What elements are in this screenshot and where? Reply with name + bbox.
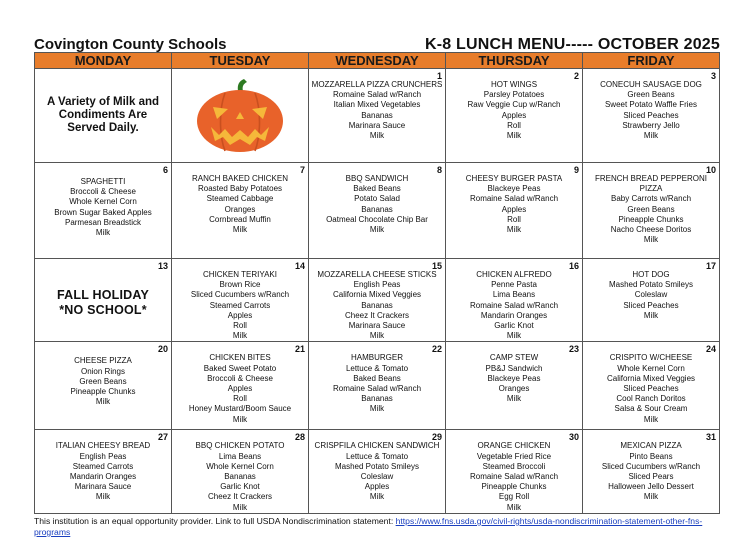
menu-item: Blackeye Peas: [487, 373, 541, 383]
day-cell: [309, 430, 446, 514]
footer-statement: [34, 516, 724, 538]
menu-item: Garlic Knot: [494, 321, 534, 331]
menu-items: [309, 259, 445, 341]
menu-item: ITALIAN CHEESY BREAD: [55, 441, 151, 451]
day-cell: [309, 342, 446, 430]
menu-item: Romaine Salad w/Ranch: [469, 194, 559, 204]
menu-item: Baked Sweet Potato: [203, 363, 277, 373]
menu-item: Pineapple Chunks: [481, 482, 547, 492]
day-cell: [446, 69, 583, 163]
day-number: 23: [568, 344, 579, 355]
day-cell: [309, 163, 446, 259]
weekday-thursday: THURSDAY: [446, 53, 583, 69]
menu-item: Steamed Cabbage: [206, 194, 274, 204]
menu-item: Blackeye Peas: [487, 184, 541, 194]
day-number: 10: [705, 165, 716, 175]
day-cell: [172, 259, 309, 342]
menu-item: Milk: [232, 225, 248, 235]
menu-title: K-8 LUNCH MENU----- OCTOBER 2025: [424, 36, 720, 53]
menu-item: Roll: [507, 120, 521, 130]
menu-items: [309, 163, 445, 235]
school-name: Covington County Schools: [34, 36, 227, 53]
menu-item: Sweet Potato Waffle Fries: [604, 100, 698, 110]
menu-item: Milk: [506, 225, 522, 235]
no-school-label: *NO SCHOOL*: [59, 303, 147, 317]
menu-item: Cornbread Muffin: [209, 214, 271, 224]
menu-items: [446, 69, 582, 141]
menu-item: Sliced Peaches: [623, 110, 679, 120]
menu-items: [172, 163, 308, 235]
menu-item: Green Beans: [79, 376, 127, 386]
day-number: 17: [705, 261, 716, 271]
weekday-wednesday: WEDNESDAY: [309, 53, 446, 69]
day-cell: [583, 342, 720, 430]
day-number: 29: [431, 432, 442, 443]
holiday-notice: [35, 259, 171, 318]
menu-item: HOT DOG: [632, 270, 670, 279]
menu-item: Milk: [232, 331, 248, 341]
menu-item: Milk: [95, 397, 111, 407]
menu-item: Lima Beans: [218, 451, 262, 461]
menu-item: Lettuce & Tomato: [345, 363, 409, 373]
menu-item: Raw Veggie Cup w/Ranch: [467, 100, 561, 110]
weekday-tuesday: TUESDAY: [172, 53, 309, 69]
menu-item: Oatmeal Chocolate Chip Bar: [326, 214, 428, 224]
jack-o-lantern-icon: [195, 79, 285, 153]
menu-items: [583, 163, 719, 245]
day-number: 6: [162, 165, 168, 175]
menu-item: Broccoli & Cheese: [70, 187, 136, 197]
menu-item: Baked Beans: [353, 373, 401, 383]
menu-item: Apples: [227, 310, 253, 320]
menu-items: [172, 430, 308, 512]
day-number: 1: [436, 71, 442, 81]
menu-item: Milk: [369, 492, 385, 502]
day-cell: [583, 163, 720, 259]
menu-item: Bananas: [361, 110, 393, 120]
day-cell: [446, 163, 583, 259]
menu-item: CRISPITO W/CHEESE: [609, 353, 693, 363]
menu-item: Milk: [369, 131, 385, 141]
day-number: 31: [705, 432, 716, 443]
menu-item: Bananas: [361, 300, 393, 310]
menu-item: Pinto Beans: [629, 451, 673, 461]
menu-item: California Mixed Veggies: [606, 373, 696, 383]
menu-item: Parsley Potatoes: [483, 90, 545, 100]
day-number: 16: [568, 261, 579, 271]
weekday-friday: FRIDAY: [583, 53, 720, 69]
menu-item: Sliced Cucumbers w/Ranch: [601, 461, 701, 471]
menu-items: [35, 430, 171, 502]
menu-item: Milk: [643, 310, 659, 320]
menu-item: Mandarin Oranges: [69, 472, 137, 482]
day-number: 28: [294, 432, 305, 443]
week-row-4: [35, 342, 720, 430]
menu-item: HAMBURGER: [350, 353, 403, 363]
menu-item: Apples: [501, 204, 527, 214]
week-row-5: [35, 430, 720, 514]
menu-item: Sliced Pears: [628, 472, 674, 482]
menu-item: Mashed Potato Smileys: [334, 461, 420, 471]
day-number: 3: [710, 71, 716, 81]
daily-note-cell: [35, 69, 172, 163]
menu-items: [583, 259, 719, 321]
menu-item: Roasted Baby Potatoes: [197, 184, 283, 194]
menu-item: Oranges: [224, 204, 256, 214]
menu-item: Milk: [643, 235, 659, 245]
menu-items: [446, 259, 582, 341]
day-number: 24: [705, 344, 716, 355]
menu-items: [35, 342, 171, 407]
day-number: 30: [568, 432, 579, 443]
menu-items: [583, 69, 719, 141]
menu-item: CONECUH SAUSAGE DOG: [600, 80, 702, 89]
menu-item: Mashed Potato Smileys: [608, 280, 694, 290]
menu-item: Green Beans: [627, 90, 675, 100]
menu-item: Baby Carrots w/Ranch: [610, 194, 692, 204]
menu-items: [583, 342, 719, 424]
menu-item: ORANGE CHICKEN: [477, 441, 551, 451]
menu-item: CAMP STEW: [489, 353, 539, 363]
day-number: 13: [157, 261, 168, 271]
menu-item: Sliced Peaches: [623, 300, 679, 310]
menu-item: Salsa & Sour Cream: [614, 404, 688, 414]
menu-item: Bananas: [361, 394, 393, 404]
menu-item: Vegetable Fried Rice: [476, 451, 552, 461]
menu-item: Oranges: [498, 384, 530, 394]
menu-item: RANCH BAKED CHICKEN: [191, 174, 288, 183]
day-cell: [172, 163, 309, 259]
menu-items: [172, 342, 308, 424]
week-row-1: [35, 69, 720, 163]
day-number: 14: [294, 261, 305, 271]
menu-item: Milk: [369, 331, 385, 341]
menu-item: FRENCH BREAD PEPPERONI: [594, 174, 708, 183]
menu-item: Garlic Knot: [220, 482, 260, 492]
menu-item: Marinara Sauce: [74, 482, 132, 492]
weekday-monday: MONDAY: [35, 53, 172, 69]
menu-item: Green Beans: [627, 204, 675, 214]
menu-items: [583, 430, 719, 502]
menu-item: Nacho Cheese Doritos: [610, 225, 692, 235]
menu-item: Roll: [507, 214, 521, 224]
menu-item: Milk: [643, 131, 659, 141]
menu-item: Mandarin Oranges: [480, 310, 548, 320]
day-cell: [309, 69, 446, 163]
day-cell: [446, 259, 583, 342]
menu-item: Strawberry Jello: [622, 120, 680, 130]
menu-item: Potato Salad: [354, 194, 400, 204]
menu-item: Apples: [227, 384, 253, 394]
menu-item: SPAGHETTI: [80, 177, 126, 186]
menu-item: BBQ SANDWICH: [345, 174, 409, 183]
menu-item: Whole Kernel Corn: [206, 461, 274, 471]
menu-item: Milk: [232, 502, 248, 512]
menu-item: Romaine Salad w/Ranch: [332, 384, 422, 394]
menu-item: Whole Kernel Corn: [69, 197, 137, 207]
day-cell: [583, 430, 720, 514]
menu-item: Egg Roll: [498, 492, 530, 502]
day-cell: [35, 163, 172, 259]
menu-item: Lettuce & Tomato: [345, 451, 409, 461]
menu-item: Milk: [95, 492, 111, 502]
menu-item: English Peas: [79, 451, 127, 461]
menu-item: Brown Sugar Baked Apples: [54, 207, 152, 217]
menu-items: [35, 163, 171, 238]
menu-item: Cheez It Crackers: [207, 492, 273, 502]
menu-item: Steamed Broccoli: [482, 461, 546, 471]
menu-item: Whole Kernel Corn: [617, 363, 685, 373]
day-cell: [172, 342, 309, 430]
menu-item: Broccoli & Cheese: [207, 373, 273, 383]
menu-item: California Mixed Veggies: [332, 290, 422, 300]
menu-item: Apples: [501, 110, 527, 120]
day-cell: [446, 342, 583, 430]
menu-item: CHICKEN ALFREDO: [476, 270, 552, 279]
day-cell: [35, 342, 172, 430]
day-number: 21: [294, 344, 305, 355]
menu-item: Milk: [369, 225, 385, 235]
milk-condiments-note: A Variety of Milk and Condiments Are Served Daily.: [46, 96, 160, 134]
menu-item: CHICKEN TERIYAKI: [203, 270, 277, 279]
day-cell: [583, 69, 720, 163]
menu-item: Roll: [233, 321, 247, 331]
menu-item: Steamed Carrots: [72, 461, 134, 471]
menu-item: Milk: [506, 394, 522, 404]
weekday-header-row: [35, 53, 720, 69]
menu-item: Marinara Sauce: [348, 120, 406, 130]
menu-items: [309, 342, 445, 414]
menu-item: Coleslaw: [360, 472, 394, 482]
menu-item: Pineapple Chunks: [70, 387, 136, 397]
menu-item: Onion Rings: [80, 366, 126, 376]
day-number: 9: [573, 165, 579, 175]
menu-item: Roll: [233, 394, 247, 404]
menu-items: [446, 430, 582, 512]
menu-item: MOZZARELLA PIZZA CRUNCHERS: [311, 80, 443, 89]
menu-item: BBQ CHICKEN POTATO: [195, 441, 285, 451]
menu-item: Milk: [232, 414, 248, 424]
menu-item: Cheez It Crackers: [344, 310, 410, 320]
menu-item: English Peas: [353, 280, 401, 290]
menu-item: PB&J Sandwich: [485, 363, 543, 373]
day-number: 20: [157, 344, 168, 355]
menu-item: Steamed Carrots: [209, 300, 271, 310]
menu-item: CHICKEN BITES: [209, 353, 271, 363]
menu-item: Romaine Salad w/Ranch: [469, 472, 559, 482]
menu-items: [309, 69, 445, 141]
menu-item: Milk: [506, 131, 522, 141]
day-cell: [172, 430, 309, 514]
day-number: 27: [157, 432, 168, 443]
week-row-3: [35, 259, 720, 342]
menu-item: Honey Mustard/Boom Sauce: [188, 404, 292, 414]
menu-item: MEXICAN PIZZA: [620, 441, 682, 451]
day-number: 7: [299, 165, 305, 175]
day-cell: [309, 259, 446, 342]
menu-item: Sliced Peaches: [623, 384, 679, 394]
menu-item: PIZZA: [639, 184, 663, 194]
menu-item: Coleslaw: [634, 290, 668, 300]
week-row-2: [35, 163, 720, 259]
menu-item: Baked Beans: [353, 184, 401, 194]
menu-item: Romaine Salad w/Ranch: [332, 90, 422, 100]
menu-item: Brown Rice: [219, 280, 261, 290]
day-number: 8: [436, 165, 442, 175]
menu-item: MOZZARELLA CHEESE STICKS: [317, 270, 437, 279]
menu-items: [446, 342, 582, 404]
menu-item: Sliced Cucumbers w/Ranch: [190, 290, 290, 300]
equal-opportunity-text: This institution is an equal opportunity provider. Link to full USDA Nondiscrimination statement:: [34, 516, 396, 526]
pumpkin-cell: [172, 69, 309, 163]
day-number: 15: [431, 261, 442, 271]
menu-item: Apples: [364, 482, 390, 492]
page-header: [34, 33, 720, 53]
menu-item: Parmesan Breadstick: [64, 217, 142, 227]
menu-item: Italian Mixed Vegetables: [333, 100, 421, 110]
menu-item: Cool Ranch Doritos: [616, 394, 686, 404]
menu-item: Milk: [369, 404, 385, 414]
menu-item: Penne Pasta: [491, 280, 537, 290]
menu-item: Milk: [643, 492, 659, 502]
day-cell: [583, 259, 720, 342]
day-number: 2: [573, 71, 579, 81]
menu-item: Milk: [643, 414, 659, 424]
holiday-title: FALL HOLIDAY: [57, 288, 149, 302]
menu-item: Pineapple Chunks: [618, 214, 684, 224]
day-number: 22: [431, 344, 442, 355]
menu-items: [172, 259, 308, 341]
menu-item: Lima Beans: [492, 290, 536, 300]
lunch-calendar: [34, 52, 720, 514]
menu-item: Romaine Salad w/Ranch: [469, 300, 559, 310]
holiday-cell: [35, 259, 172, 342]
day-cell: [35, 430, 172, 514]
menu-item: CRISPFILA CHICKEN SANDWICH: [314, 441, 440, 451]
menu-item: Milk: [95, 228, 111, 238]
menu-item: Bananas: [224, 472, 256, 482]
menu-items: [446, 163, 582, 235]
menu-item: Milk: [506, 502, 522, 512]
menu-item: Bananas: [361, 204, 393, 214]
menu-item: CHEESE PIZZA: [74, 356, 132, 366]
usda-nondiscrimination-link[interactable]: https://www.fns.usda.gov/civil-rights/usda-nondiscrimination-statement-other-fns-programs: [34, 516, 703, 537]
menu-items: [309, 430, 445, 502]
menu-item: Milk: [506, 331, 522, 341]
day-cell: [446, 430, 583, 514]
menu-item: Halloween Jello Dessert: [608, 482, 694, 492]
menu-item: CHEESY BURGER PASTA: [465, 174, 563, 183]
menu-item: HOT WINGS: [490, 80, 538, 89]
menu-item: Marinara Sauce: [348, 321, 406, 331]
